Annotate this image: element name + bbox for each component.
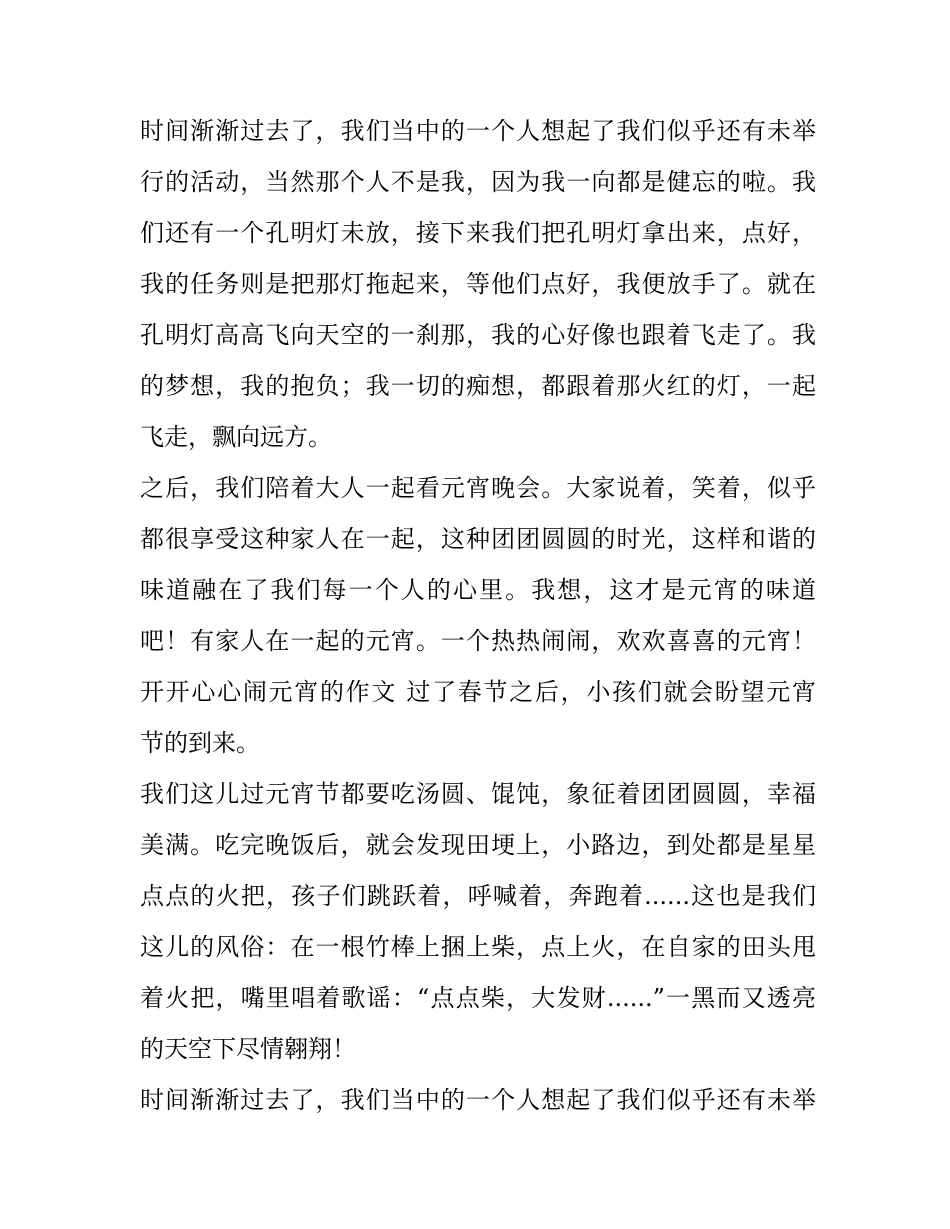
text-line-6: 的梦想，我的抱负；我一切的痴想，都跟着那火红的灯，一起 <box>140 372 816 400</box>
text-line-14: 我们这儿过元宵节都要吃汤圆、馄饨，象征着团团圆圆，幸福 <box>140 780 816 808</box>
text-line-16: 点点的火把，孩子们跳跃着，呼喊着，奔跑着......这也是我们 <box>140 882 816 910</box>
text-line-8: 之后，我们陪着大人一起看元宵晚会。大家说着，笑着，似乎 <box>140 474 816 502</box>
text-line-9: 都很享受这种家人在一起，这种团团圆圆的时光，这样和谐的 <box>140 525 816 553</box>
text-line-4: 我的任务则是把那灯拖起来，等他们点好，我便放手了。就在 <box>140 270 816 298</box>
text-line-2: 行的活动，当然那个人不是我，因为我一向都是健忘的啦。我 <box>140 168 816 196</box>
text-line-13: 节的到来。 <box>140 729 260 757</box>
text-line-17: 这儿的风俗：在一根竹棒上捆上柴，点上火，在自家的田头甩 <box>140 933 816 961</box>
document-page <box>140 106 816 1126</box>
text-line-18: 着火把，嘴里唱着歌谣：“点点柴，大发财......”一黑而又透亮 <box>140 984 816 1012</box>
text-line-3: 们还有一个孔明灯未放，接下来我们把孔明灯拿出来，点好， <box>140 219 816 247</box>
text-line-1: 时间渐渐过去了，我们当中的一个人想起了我们似乎还有未举 <box>140 117 816 145</box>
text-line-11: 吧！有家人在一起的元宵。一个热热闹闹，欢欢喜喜的元宵！ <box>140 627 816 655</box>
text-line-20: 时间渐渐过去了，我们当中的一个人想起了我们似乎还有未举 <box>140 1086 816 1114</box>
text-line-15: 美满。吃完晚饭后，就会发现田埂上，小路边，到处都是星星 <box>140 831 816 859</box>
text-line-7: 飞走，飘向远方。 <box>140 423 332 451</box>
text-line-12: 开开心心闹元宵的作文 过了春节之后，小孩们就会盼望元宵 <box>140 678 816 706</box>
text-line-19: 的天空下尽情翱翔！ <box>140 1035 356 1063</box>
text-line-5: 孔明灯高高飞向天空的一刹那，我的心好像也跟着飞走了。我 <box>140 321 816 349</box>
text-line-10: 味道融在了我们每一个人的心里。我想，这才是元宵的味道 <box>140 576 816 604</box>
